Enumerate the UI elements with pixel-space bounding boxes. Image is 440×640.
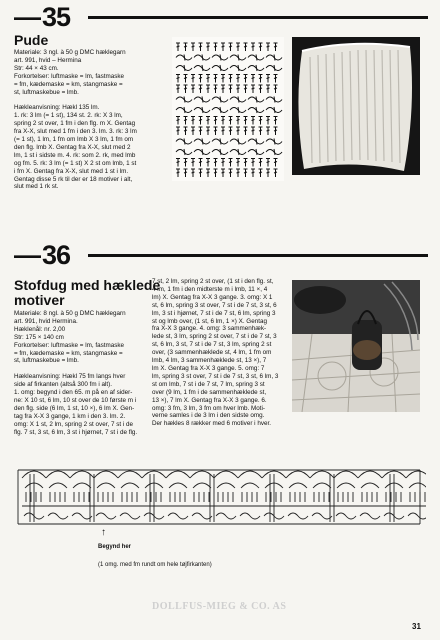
section-36-instructions-col2: 7 st, 2 lm, spring 2 st over, (1 st i den flg. st, 4 lm, 1 fm i den midterste m i lmb, 11 ×, 4 lm) X. Gentag fra X-X 3 gange. 3. omg: X 1 st, 6 lm, spring 3 st over, 7 st i de 7 st, 3 st, 6 lm, 3 st i hjørnet, 7 st i de 7 st, 6 lm, spring 3 st og lmb over, (1 st, 6 lm, 1 ×) X. Gentag fra X-X 3 gange. 4. omg: 3 sammenhæk- lede st, 3 lm, spring 2 st over, 7 st i de 7 st, 3 st, 6 lm, 3 st, 7 st i de 7 st, 3 lm, spring 2 st over, (3 sammenhæklede st, 4 lm, 1 fm om lmb, 4 lm, 3 sammenhæklede st, 13 ×), 7 lm X. Gentag fra X-X 3 gange. 5. omg: 7 lm, spring 3 st over, 7 st i de 7 st, 3 st, 6 lm, 3 st om lmb, 7 st i de 7 st, 7 lm, spring 3 st over (9 lm, 1 fm i de sammenhæklede st, 13 ×), 7 lm X. Gentag fra X-X 3 gange. 6. omg: 3 fm, 3 lm, 3 fm om hver lmb. Moti- verne samles i de 3 lm i den sidste omg. Der hækles 8 rækker med 6 motiver i hver.	[152, 278, 279, 428]
section-36-number: 36	[42, 240, 71, 270]
section-36-title: Stofdug med hæklede motiver	[14, 277, 161, 308]
tablecloth-photo	[292, 280, 420, 412]
section-35-number: 35	[42, 2, 71, 32]
motif-diagram	[12, 462, 426, 542]
section-35-instructions: Materiale: 3 ngl. à 50 g DMC hæklegarn art. 991, hvid – Hermina Str: 44 × 43 cm. Forkortelser: luftmaske = lm, fastmaske = fm, kædemaske = km, stangmaske = st, luftmaskebue = lmb. Hækleanvisning: Hækl 135 lm. 1. rk: 3 lm (= 1 st), 134 st. 2. rk: X 3 lm, spring 2 st over, 1 fm i den flg. m X. Gentag fra X-X, slut med 1 fm i den 3. lm. 3. rk: 3 lm (= 1 st), 1 lm, 1 fm om lmb X 3 lm, 1 fm om den flg. lmb X. Gentag fra X-X, slut med 2 lm, 1 st i sidste m. 4. rk: som 2. rk, med lmb og fm. 5. rk: 3 lm (= 1 st) X 2 st om lmb, 1 st i fm X. Gentag fra X-X, slut med 1 st i lm. Gentag disse 5 rk til der er 18 motiver i alt, slut med 1 rk st.	[14, 49, 137, 191]
pillow-photo	[292, 37, 420, 175]
start-arrow-icon: ↑	[101, 527, 106, 538]
section-35-title: Pude	[14, 32, 49, 48]
start-label: Begynd her	[98, 544, 132, 550]
round-note: (1 omg. med fm rundt om hele tøjfirkanten)	[98, 562, 212, 568]
section-36-instructions-col1: Materiale: 8 ngl. à 50 g DMC hæklegarn art. 991, hvid Hermina. Hæklenål: nr. 2,00 Str: 175 × 140 cm Forkortelser: luftmaske = lm, fastmaske = fm, kædemaske = km, stangmaske = st, luftmaskebue = lmb. Hækleanvisning: Hækl 75 fm langs hver side af firkanten (altså 300 fm i alt). 1. omg: begynd i den 65. m på en af sider- ne: X 10 st, 6 lm, 10 st over de 10 første m i den flg. side (6 lm, 1 st, 10 ×), 6 lm X. Gen- tag fra X-X 3 gange, 1 km i den 3. lm. 2. omg: X 1 st, 2 lm, spring 2 st over, 7 st i de flg. 7 st, 3 st, 6 lm, 3 st i hjørnet, 7 st i de flg.	[14, 310, 138, 436]
pillow-stitch-chart	[172, 37, 284, 181]
section-35-dash: —	[14, 2, 40, 32]
section-36-rule	[88, 254, 428, 257]
footer-brand: DOLLFUS-MIEG & CO. AS	[152, 601, 287, 612]
page-number: 31	[412, 622, 421, 631]
section-36-dash: —	[14, 240, 40, 270]
section-35-rule	[88, 16, 428, 19]
